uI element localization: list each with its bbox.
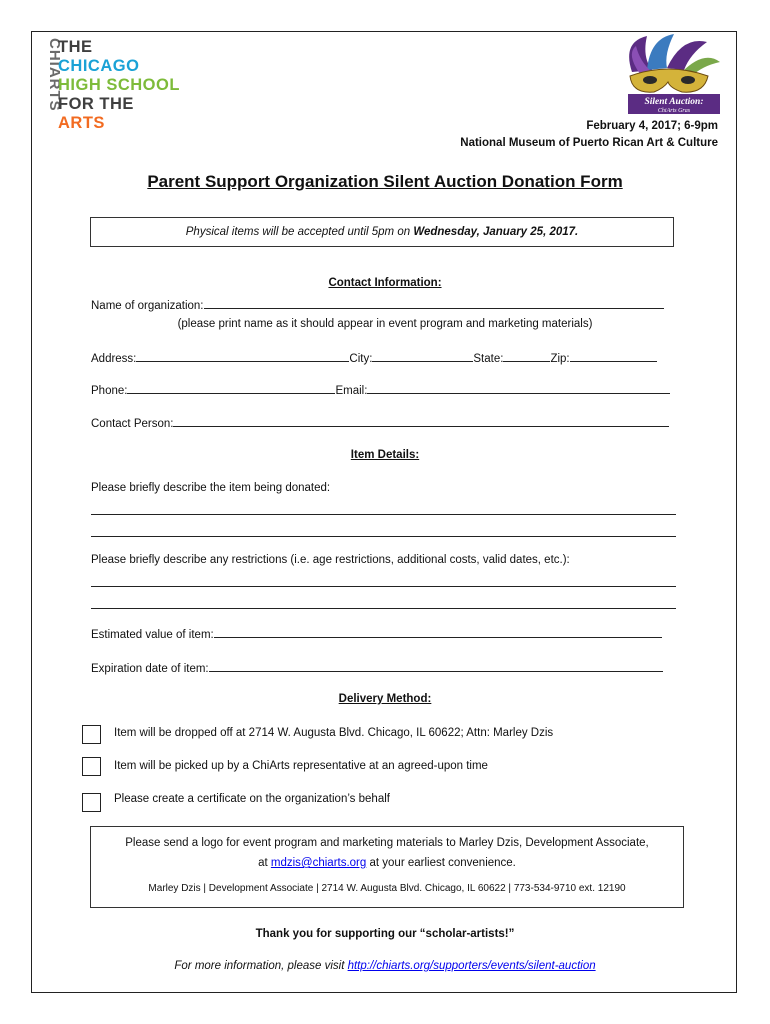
event-details — [460, 118, 718, 152]
zip-label: Zip: — [550, 353, 570, 365]
contact-details: Marley Dzis | Development Associate | 2714 W. Augusta Blvd. Chicago, IL 60622 | 773-534-9710 ext. 12190 — [148, 883, 626, 894]
address-label: Address: — [91, 353, 137, 365]
restrictions-line-2[interactable] — [91, 608, 676, 609]
logo-request-suffix: at your earliest convenience. — [366, 857, 516, 869]
org-name-hint: (please print name as it should appear in event program and marketing materials) — [177, 318, 593, 330]
email-label: Email: — [335, 385, 368, 397]
notice-date: Wednesday, January 25, 2017. — [413, 226, 579, 238]
expiration-label: Expiration date of item: — [91, 663, 209, 675]
value-row — [91, 626, 662, 641]
thank-you-text: Thank you for supporting our “scholar-artists!” — [255, 928, 515, 940]
describe-line-2[interactable] — [91, 536, 676, 537]
contact-email-link[interactable]: mdzis@chiarts.org — [270, 857, 367, 869]
item-heading-text: Item Details: — [350, 449, 420, 461]
school-logo-text — [58, 38, 180, 133]
chiarts-vertical-logo — [38, 36, 63, 124]
logo-line: THE — [58, 38, 93, 56]
silent-auction-link[interactable]: http://chiarts.org/supporters/events/silent-auction — [347, 960, 596, 972]
contact-heading-text: Contact Information: — [328, 277, 442, 289]
org-name-row — [91, 297, 664, 312]
logo-request-line1: Please send a logo for event program and marketing materials to Marley Dzis, Development Associate, — [125, 837, 649, 849]
dropoff-checkbox[interactable] — [82, 725, 101, 744]
city-field[interactable] — [372, 350, 473, 362]
logo-line: CHICAGO — [58, 57, 140, 75]
phone-row — [91, 382, 670, 397]
logo-line: HIGH SCHOOL — [58, 76, 180, 94]
dropoff-option-label: Item will be dropped off at 2714 W. Augusta Blvd. Chicago, IL 60622; Attn: Marley Dzis — [114, 727, 554, 739]
restrictions-label: Please briefly describe any restrictions (i.e. age restrictions, additional costs, valid dates, etc.): — [91, 554, 570, 566]
restrictions-line-1[interactable] — [91, 586, 676, 587]
describe-line-1[interactable] — [91, 514, 676, 515]
state-field[interactable] — [503, 350, 550, 362]
notice-prefix: Physical items will be accepted until 5pm on — [185, 226, 414, 238]
mask-icon — [630, 69, 708, 92]
certificate-option-label: Please create a certificate on the organization’s behalf — [114, 793, 390, 805]
contact-heading — [0, 277, 770, 289]
title-text: Parent Support Organization Silent Auction Donation Form — [147, 172, 623, 191]
expiration-row — [91, 660, 663, 675]
zip-field[interactable] — [570, 350, 657, 362]
org-name-field[interactable] — [204, 297, 664, 309]
contact-person-field[interactable] — [173, 415, 669, 427]
contact-person-row — [91, 415, 669, 430]
address-row — [91, 350, 657, 365]
logo-request-text — [91, 833, 683, 873]
describe-label: Please briefly describe the item being donated: — [91, 482, 331, 494]
logo-line: FOR THE — [58, 95, 134, 113]
more-info — [0, 960, 770, 972]
mask-subbanner-text: ChiArts Gras — [657, 108, 691, 114]
address-field[interactable] — [136, 350, 349, 362]
state-label: State: — [473, 353, 504, 365]
phone-label: Phone: — [91, 385, 128, 397]
deadline-notice — [90, 217, 674, 247]
phone-field[interactable] — [127, 382, 335, 394]
certificate-checkbox[interactable] — [82, 793, 101, 812]
value-label: Estimated value of item: — [91, 629, 214, 641]
mardi-gras-mask-logo — [612, 32, 724, 116]
logo-vertical-text: CHIARTS — [46, 38, 63, 112]
email-field[interactable] — [367, 382, 670, 394]
city-label: City: — [349, 353, 373, 365]
logo-request-box — [90, 826, 684, 908]
item-heading — [0, 449, 770, 461]
pickup-checkbox[interactable] — [82, 757, 101, 776]
expiration-field[interactable] — [209, 660, 663, 672]
mask-banner-text: Silent Auction: — [644, 97, 704, 107]
pickup-option-label: Item will be picked up by a ChiArts representative at an agreed-upon time — [114, 760, 488, 772]
page-title — [0, 172, 770, 192]
event-venue: National Museum of Puerto Rican Art & Culture — [460, 137, 718, 149]
delivery-heading — [0, 693, 770, 705]
delivery-heading-text: Delivery Method: — [338, 693, 432, 705]
value-field[interactable] — [214, 626, 662, 638]
contact-person-label: Contact Person: — [91, 418, 174, 430]
logo-request-prefix: at — [258, 857, 271, 869]
more-info-prefix: For more information, please visit — [174, 960, 348, 972]
logo-line: ARTS — [58, 114, 105, 132]
event-date: February 4, 2017; 6-9pm — [586, 120, 718, 132]
org-name-label: Name of organization: — [91, 300, 204, 312]
